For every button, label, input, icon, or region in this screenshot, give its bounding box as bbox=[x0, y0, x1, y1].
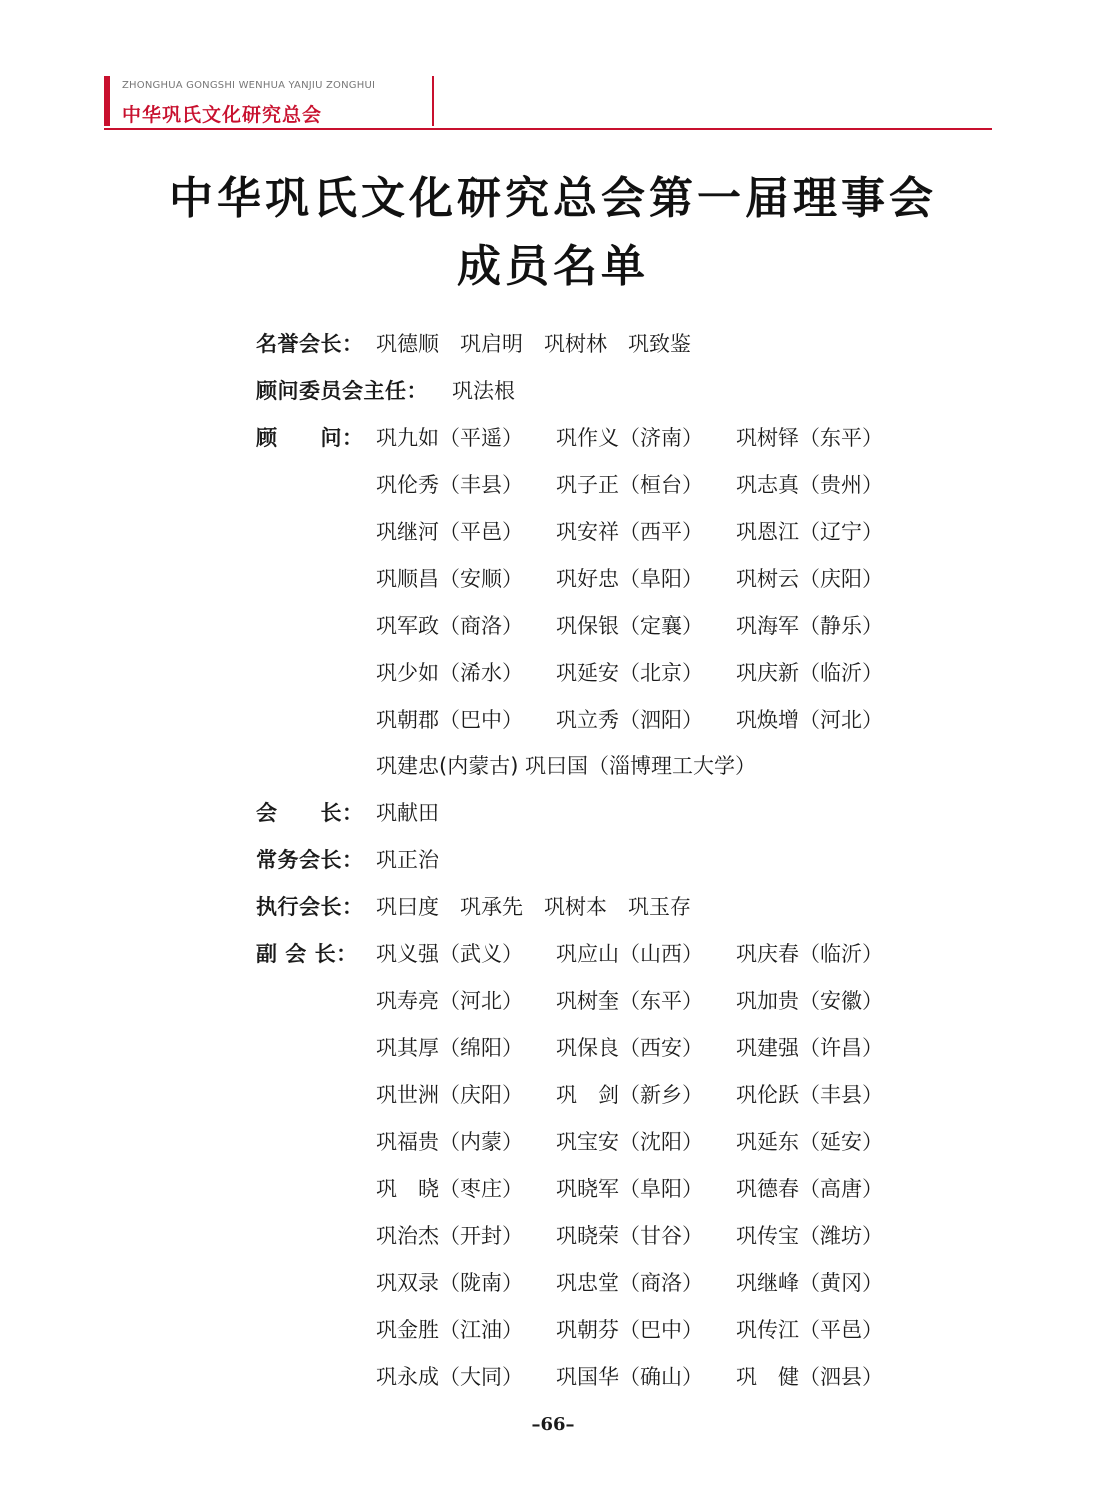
list-item: 巩国华（确山） bbox=[556, 1365, 703, 1389]
list-item: 巩子正（桓台） bbox=[556, 473, 703, 497]
list-item: 巩庆春（临沂） bbox=[736, 942, 883, 966]
list-item: 巩义强（武义） bbox=[376, 942, 523, 966]
list-item: 巩树云（庆阳） bbox=[736, 567, 883, 591]
list-item: 巩 晓（枣庄） bbox=[376, 1177, 523, 1201]
list-item: 巩树奎（东平） bbox=[556, 989, 703, 1013]
list-item: 巩传江（平邑） bbox=[736, 1318, 883, 1342]
honorary-president-names: 巩德顺 巩启明 巩树林 巩致鉴 bbox=[376, 332, 691, 356]
table-row bbox=[376, 1080, 936, 1110]
table-row bbox=[376, 611, 936, 641]
list-item: 巩军政（商洛） bbox=[376, 614, 523, 638]
president-names: 巩献田 bbox=[376, 801, 439, 825]
list-item: 巩树铎（东平） bbox=[736, 426, 883, 450]
list-item: 巩永成（大同） bbox=[376, 1365, 523, 1389]
list-item: 巩福贵（内蒙） bbox=[376, 1130, 523, 1154]
header-divider bbox=[432, 76, 434, 126]
table-row bbox=[376, 1127, 936, 1157]
page-number: –66– bbox=[531, 1414, 575, 1435]
list-item: 巩宝安（沈阳） bbox=[556, 1130, 703, 1154]
list-item: 巩焕增（河北） bbox=[736, 708, 883, 732]
honorary-president-label: 名誉会长： bbox=[256, 332, 364, 356]
list-item: 巩双录（陇南） bbox=[376, 1271, 523, 1295]
page-subtitle: 成员名单 bbox=[457, 241, 649, 292]
list-item: 巩立秀（泗阳） bbox=[556, 708, 703, 732]
list-item: 巩其厚（绵阳） bbox=[376, 1036, 523, 1060]
table-row bbox=[376, 1221, 936, 1251]
list-item: 巩晓荣（甘谷） bbox=[556, 1224, 703, 1248]
list-item: 巩建忠(内蒙古) 巩曰国（淄博理工大学） bbox=[376, 754, 757, 778]
list-item: 巩作义（济南） bbox=[556, 426, 703, 450]
list-item: 巩好忠（阜阳） bbox=[556, 567, 703, 591]
table-row bbox=[376, 517, 936, 547]
list-item: 巩寿亮（河北） bbox=[376, 989, 523, 1013]
list-item: 巩九如（平遥） bbox=[376, 426, 523, 450]
list-item: 巩 剑（新乡） bbox=[556, 1083, 703, 1107]
table-row bbox=[376, 705, 936, 735]
advisors-last-row bbox=[376, 751, 936, 781]
list-item: 巩伦秀（丰县） bbox=[376, 473, 523, 497]
list-item: 巩继河（平邑） bbox=[376, 520, 523, 544]
acting-president-label: 执行会长： bbox=[256, 895, 364, 919]
list-item: 巩延东（延安） bbox=[736, 1130, 883, 1154]
acting-president-names: 巩曰度 巩承先 巩树本 巩玉存 bbox=[376, 895, 691, 919]
table-row bbox=[376, 423, 936, 453]
executive-president-label: 常务会长： bbox=[256, 848, 364, 872]
list-item: 巩晓军（阜阳） bbox=[556, 1177, 703, 1201]
list-item: 巩金胜（江油） bbox=[376, 1318, 523, 1342]
table-row bbox=[376, 1362, 936, 1392]
president-label: 会 长： bbox=[256, 801, 364, 825]
list-item: 巩海军（静乐） bbox=[736, 614, 883, 638]
advisors-label: 顾 问： bbox=[256, 426, 364, 450]
header-rule bbox=[104, 128, 992, 130]
list-item: 巩保良（西安） bbox=[556, 1036, 703, 1060]
list-item: 巩忠堂（商洛） bbox=[556, 1271, 703, 1295]
table-row bbox=[376, 1268, 936, 1298]
list-item: 巩建强（许昌） bbox=[736, 1036, 883, 1060]
list-item: 巩应山（山西） bbox=[556, 942, 703, 966]
list-item: 巩少如（浠水） bbox=[376, 661, 523, 685]
table-row bbox=[376, 1033, 936, 1063]
list-item: 巩治杰（开封） bbox=[376, 1224, 523, 1248]
page-title: 中华巩氏文化研究总会第一届理事会 bbox=[169, 173, 937, 224]
list-item: 巩志真（贵州） bbox=[736, 473, 883, 497]
list-item: 巩传宝（潍坊） bbox=[736, 1224, 883, 1248]
list-item: 巩恩江（辽宁） bbox=[736, 520, 883, 544]
list-item: 巩 健（泗县） bbox=[736, 1365, 883, 1389]
list-item: 巩保银（定襄） bbox=[556, 614, 703, 638]
advisory-director-names: 巩法根 bbox=[452, 379, 515, 403]
header-org-name: 中华巩氏文化研究总会 bbox=[122, 104, 323, 126]
list-item: 巩朝郡（巴中） bbox=[376, 708, 523, 732]
list-item: 巩加贵（安徽） bbox=[736, 989, 883, 1013]
vice-presidents-label: 副 会 长： bbox=[256, 942, 358, 966]
header-pinyin: ZHONGHUA GONGSHI WENHUA YANJIU ZONGHUI bbox=[122, 80, 376, 91]
executive-president-names: 巩正治 bbox=[376, 848, 439, 872]
list-item: 巩延安（北京） bbox=[556, 661, 703, 685]
table-row bbox=[376, 470, 936, 500]
table-row bbox=[376, 564, 936, 594]
table-row bbox=[376, 939, 936, 969]
list-item: 巩安祥（西平） bbox=[556, 520, 703, 544]
header-accent-bar bbox=[104, 76, 110, 126]
list-item: 巩顺昌（安顺） bbox=[376, 567, 523, 591]
list-item: 巩庆新（临沂） bbox=[736, 661, 883, 685]
list-item: 巩伦跃（丰县） bbox=[736, 1083, 883, 1107]
advisory-director-label: 顾问委员会主任： bbox=[256, 379, 428, 403]
table-row bbox=[376, 986, 936, 1016]
table-row bbox=[376, 658, 936, 688]
list-item: 巩德春（高唐） bbox=[736, 1177, 883, 1201]
list-item: 巩世洲（庆阳） bbox=[376, 1083, 523, 1107]
list-item: 巩朝芬（巴中） bbox=[556, 1318, 703, 1342]
table-row bbox=[376, 1315, 936, 1345]
table-row bbox=[376, 1174, 936, 1204]
list-item: 巩继峰（黄冈） bbox=[736, 1271, 883, 1295]
